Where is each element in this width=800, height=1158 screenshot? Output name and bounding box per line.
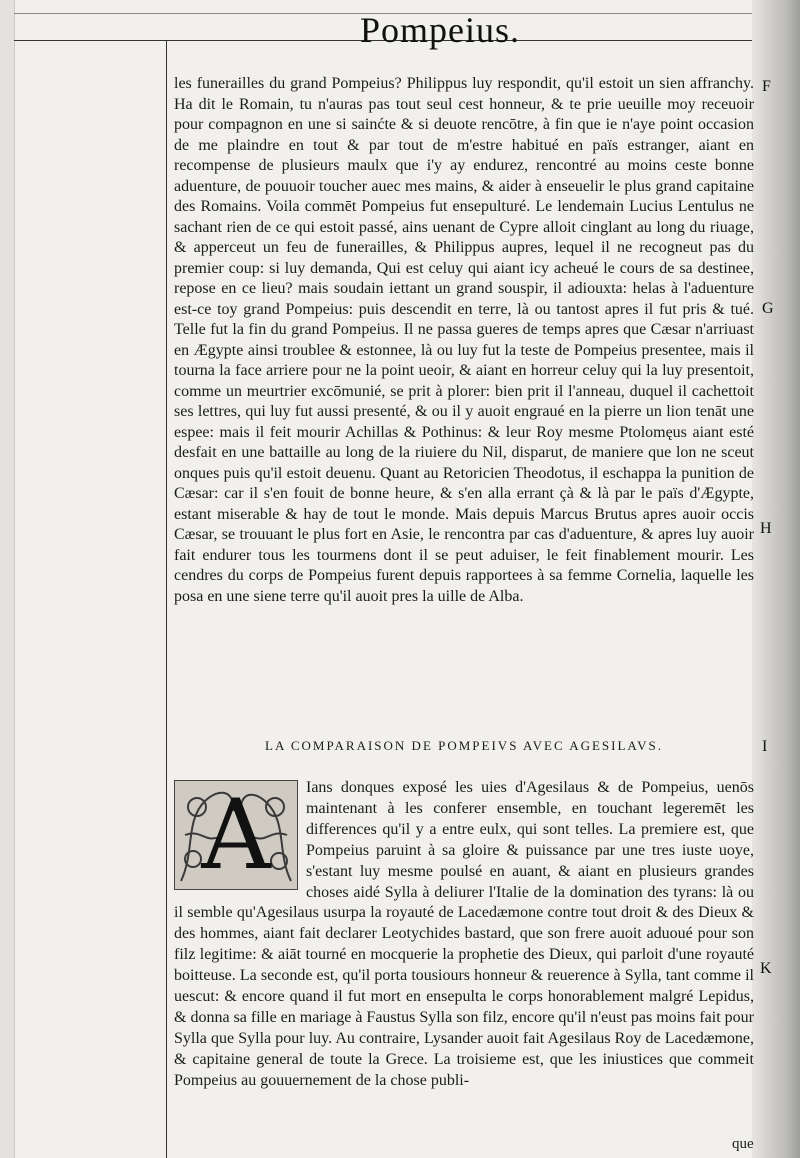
ornamental-initial: [174, 780, 298, 890]
main-text-block: [174, 74, 754, 607]
margin-letter-g: G: [762, 300, 774, 317]
paragraph-2: Ians donques exposé les uies d'Agesilaus & de Pompeius, uenōs maintenant à les conferer ensemble, en touchant legeremēt les differences qu'il y a entre eulx, qui sont telles. La premiere est, que Pompeius paruint à sa gloire & puissance par une tres iuste uoye, s'estant luy mesme poulsé en auant, & aiant en plusieurs grandes choses aidé Sylla à deliurer l'Italie de la domination des tyrans: là ou il semble qu'Agesilaus usurpa la royauté de Lacedæmone contre tout droit & des Dieux & des hommes, aiant fait declarer Leotychides bastard, que son frere auoit aduoué pour son filz legitime: & aiāt tourné en mocquerie la prophetie des Dieux, qui parloit d'une royauté boitteuse. La seconde est, qu'il porta tousiours honneur & reuerence à Sylla, tant comme il uescut: & encore quand il fut mort en ensepulta le corps honorablement malgré Lepidus, & donna sa fille en mariage à Faustus Sylla son filz, encore qu'il n'eust pas moins fait pour Sylla que Sylla pour luy. Au contraire, Lysander auoit fait Agesilaus Roy de Lacedæmone, & capitaine general de toute la Grece. La troisieme est, que les iniustices que commeit Pompeius au gouuernement de la chose publi-: [174, 779, 754, 1089]
facing-page-edge: [0, 0, 15, 1158]
margin-letter-f: F: [762, 78, 771, 95]
paragraph-1: les funerailles du grand Pompeius? Philippus luy respondit, qu'il estoit un sien affranchy. Ha dit le Romain, tu n'auras pas tout seul cest honneur, & te prie ueuille moy receuoir pour compagnon en une si sainćte & si deuote rencōtre, à fin que ie n'aye point occasion de me plaindre en tout & par tout de m'estre habitué en païs estranger, aiant en recompense de plusieurs maulx que i'y ay endurez, rencontré au moins ceste bonne aduenture, de pouuoir toucher auec mes mains, & aider à enseuelir le plus grand capitaine des Romains. Voila commēt Pompeius fut ensepulturé. Le lendemain Lucius Lentulus ne sachant rien de ce qui estoit passé, ains uenant de Cypre alloit cinglant au long du riuage, & apperceut un feu de funerailles, & Philippus aupres, lequel il ne recogneut pas du premier coup: si luy demanda, Qui est celuy qui aiant icy acheué le cours de sa destinee, repose en ce lieu? mais soudain iettant un grand souspir, il adiouxta: helas à l'aduenture est-ce toy grand Pompeius: puis descendit en terre, là ou tantost apres il fut pris & tué. Telle fut la fin du grand Pompeius. Il ne passa gueres de temps apres que Cæsar n'arriuast en Ægypte ainsi troublee & estonnee, là ou luy fut la teste de Pompeius presentee, mais il tourna la face arriere pour ne la point ueoir, & aiant en horreur celuy qui la luy presentoit, comme un meurtrier excōmunié, se prit à plorer: bien prit il l'anneau, duquel il cachettoit ses lettres, qui luy fut aussi presenté, & ou il y auoit engraué en la pierre un lion tenāt une espee: mais il feit mourir Achillas & Pothinus: & leur Roy mesme Ptolomęus aiant esté desfait en une battaille au long de la riuiere du Nil, disparut, de maniere que lon ne sceut onques puis qu'il estoit deuenu. Quant au Retoricien Theodotus, il eschappa la punition de Cæsar: car il s'en fouit de bonne heure, & s'en alla errant çà & là par le païs d'Ægypte, estant miserable & hay de tout le monde. Mais depuis Marcus Brutus apres auoir occis Cæsar, se trouuant le plus fort en Asie, le rencontra par cas d'aduenture, & apres luy auoir fait endurer tous les tourmens dont il se peut aduiser, le feit finablement mourir. Les cendres du corps de Pompeius furent depuis rapportees à sa femme Cornelia, laquelle les posa en une siene terre qu'il auoit pres la uille de Alba.: [174, 75, 754, 605]
margin-letter-k: K: [760, 960, 772, 977]
margin-letter-h: H: [760, 520, 772, 537]
running-title: Pompeius.: [360, 10, 521, 50]
margin-letter-i: I: [762, 738, 768, 755]
section-heading: LA COMPARAISON DE POMPEIVS AVEC AGESILAVS.: [265, 738, 663, 753]
gutter-shadow: [752, 0, 800, 1158]
drop-cap-letter: A: [201, 780, 271, 890]
margin-rule: [166, 40, 167, 1158]
comparison-text-block: [174, 778, 754, 1092]
catchword: que: [732, 1136, 754, 1152]
